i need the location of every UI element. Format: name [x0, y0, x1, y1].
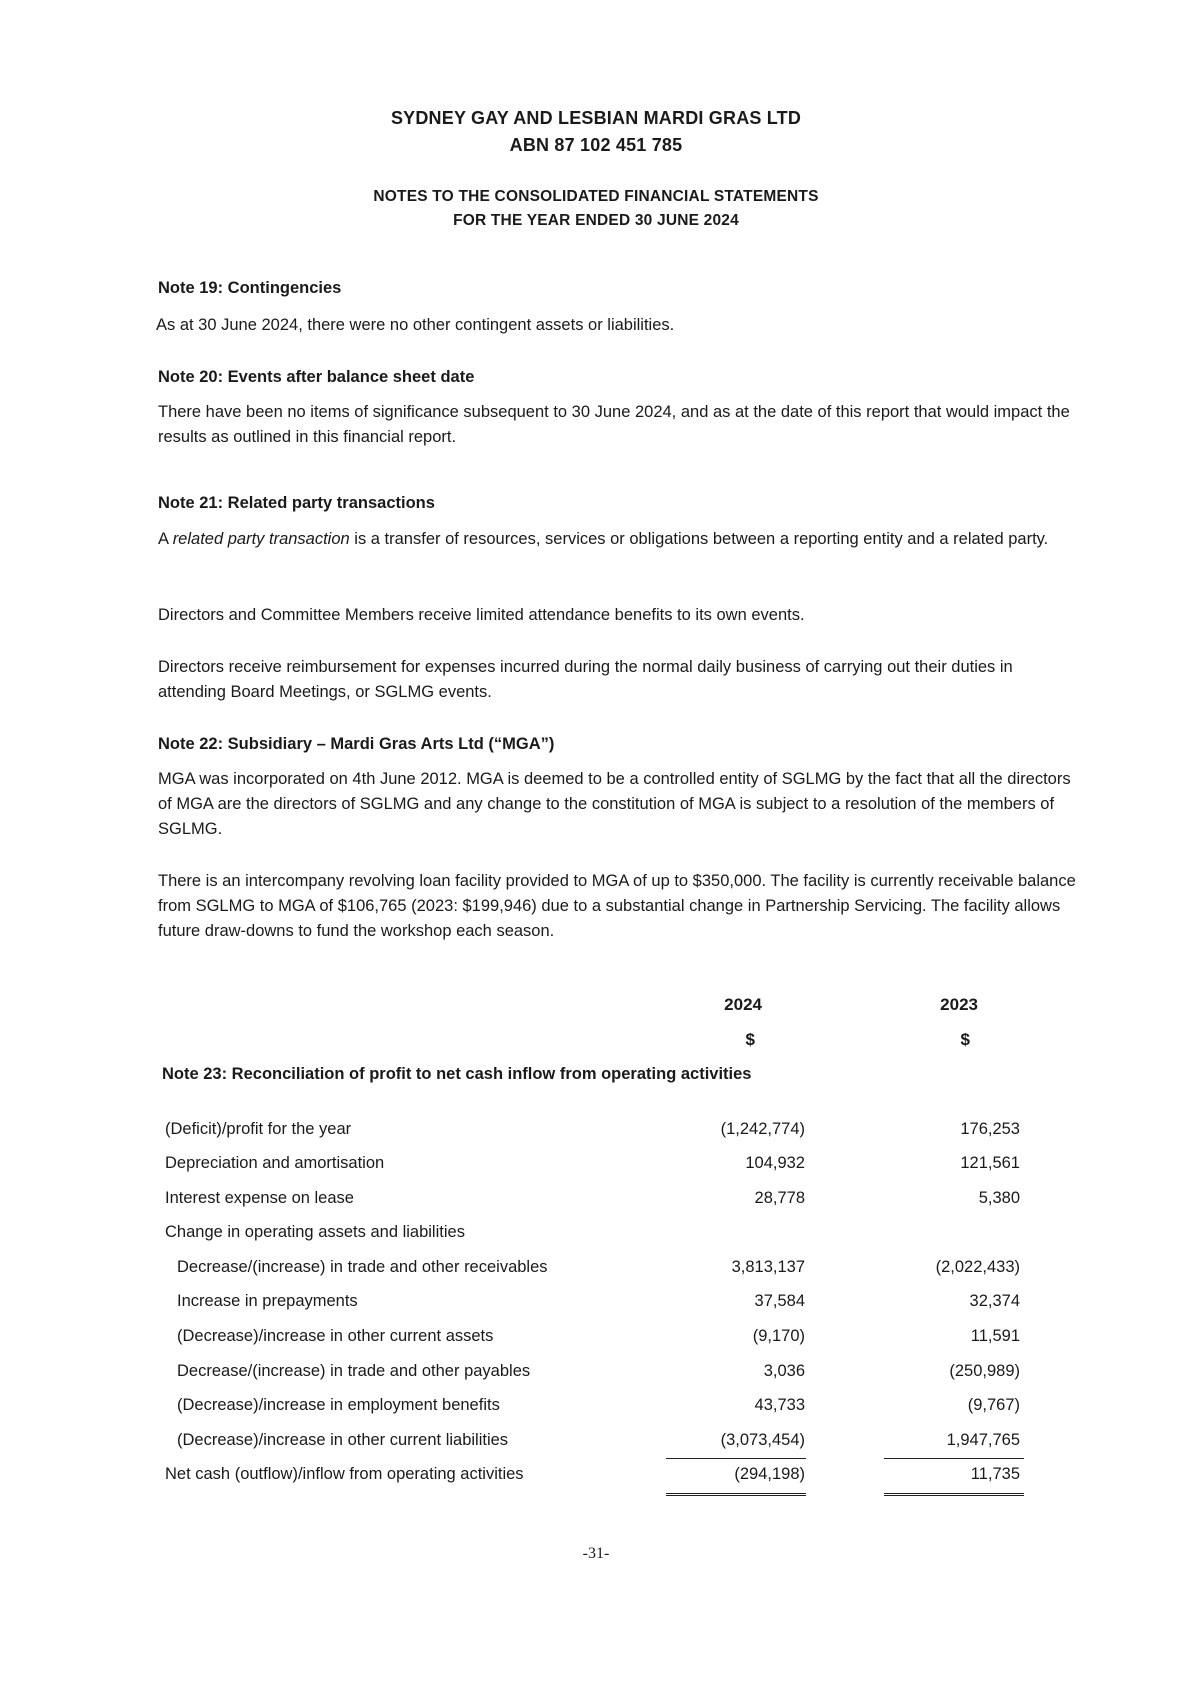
row-label: (Decrease)/increase in other current assets — [177, 1327, 494, 1345]
row-value-2024: 28,778 — [754, 1189, 805, 1207]
row-value-2024: (1,242,774) — [720, 1120, 805, 1138]
row-value-2023: 121,561 — [960, 1154, 1020, 1172]
note21-title: Note 21: Related party transactions — [158, 494, 435, 512]
note21-paragraph-2: Directors and Committee Members receive limited attendance benefits to its own events. — [158, 606, 805, 624]
abn-number: ABN 87 102 451 785 — [509, 135, 683, 155]
table-row — [0, 1223, 1192, 1253]
total-double-rule-2023 — [884, 1493, 1024, 1496]
row-label: Depreciation and amortisation — [165, 1154, 385, 1172]
row-value-2024: (3,073,454) — [720, 1431, 805, 1449]
table-row — [0, 1292, 1192, 1322]
table-row-total — [0, 1465, 1192, 1495]
table-row — [0, 1154, 1192, 1184]
row-value-2023: (2,022,433) — [935, 1258, 1020, 1276]
row-value-2024: 37,584 — [754, 1292, 805, 1310]
note19-title: Note 19: Contingencies — [158, 279, 342, 297]
note21-p1-prefix: A — [158, 530, 173, 548]
row-label: (Decrease)/increase in employment benefits — [177, 1396, 500, 1414]
row-label: (Deficit)/profit for the year — [165, 1120, 352, 1138]
row-value-2024: (294,198) — [734, 1465, 805, 1483]
note20-title: Note 20: Events after balance sheet date — [158, 368, 475, 386]
row-value-2023: 5,380 — [978, 1189, 1020, 1207]
row-value-2024: 104,932 — [745, 1154, 805, 1172]
note21-p1-suffix: is a transfer of resources, services or obligations between a reporting entity and a related party. — [349, 530, 1049, 548]
column-currency-2024: $ — [745, 1030, 755, 1049]
row-label: Interest expense on lease — [165, 1189, 354, 1207]
table-row — [0, 1120, 1192, 1150]
table-row — [0, 1258, 1192, 1288]
statement-title: NOTES TO THE CONSOLIDATED FINANCIAL STATEMENTS — [373, 188, 819, 205]
row-label: Decrease/(increase) in trade and other receivables — [177, 1258, 548, 1276]
column-currency-2023: $ — [960, 1030, 970, 1049]
column-year-2023: 2023 — [940, 995, 978, 1014]
row-value-2023: 32,374 — [969, 1292, 1020, 1310]
table-row — [0, 1362, 1192, 1392]
subtotal-rule-2023 — [884, 1458, 1024, 1459]
note22-title: Note 22: Subsidiary – Mardi Gras Arts Ltd (“MGA”) — [158, 735, 555, 753]
statement-period: FOR THE YEAR ENDED 30 JUNE 2024 — [453, 212, 739, 229]
row-value-2023: 11,591 — [970, 1327, 1020, 1345]
row-label: Decrease/(increase) in trade and other payables — [177, 1362, 531, 1380]
row-label: (Decrease)/increase in other current liabilities — [177, 1431, 509, 1449]
table-row — [0, 1189, 1192, 1219]
note21-paragraph-3: Directors receive reimbursement for expenses incurred during the normal daily business of carrying out their duties in attending Board Meetings, or SGLMG events. — [158, 658, 1013, 701]
row-value-2023: (250,989) — [949, 1362, 1020, 1380]
row-value-2023: 176,253 — [960, 1120, 1020, 1138]
row-value-2024: 3,036 — [763, 1362, 805, 1380]
row-label: Change in operating assets and liabilities — [165, 1223, 465, 1241]
row-value-2024: 3,813,137 — [731, 1258, 805, 1276]
organisation-name: SYDNEY GAY AND LESBIAN MARDI GRAS LTD — [390, 108, 802, 128]
row-label: Net cash (outflow)/inflow from operating activities — [165, 1465, 524, 1483]
note23-title: Note 23: Reconciliation of profit to net cash inflow from operating activities — [162, 1065, 752, 1083]
column-year-2024: 2024 — [724, 995, 762, 1014]
note19-body: As at 30 June 2024, there were no other contingent assets or liabilities. — [156, 316, 675, 334]
page-number: -31- — [582, 1545, 610, 1562]
row-value-2023: 1,947,765 — [946, 1431, 1020, 1449]
row-label: Increase in prepayments — [177, 1292, 358, 1310]
row-value-2024: (9,170) — [752, 1327, 805, 1345]
table-row — [0, 1431, 1192, 1461]
subtotal-rule-2024 — [666, 1458, 806, 1459]
note22-paragraph-1: MGA was incorporated on 4th June 2012. MGA is deemed to be a controlled entity of SGLMG by the fact that all the directors of MGA are the directors of SGLMG and any change to the constitution of MGA is subject to a resolution of the members of SGLMG. — [158, 770, 1071, 838]
note22-paragraph-2: There is an intercompany revolving loan facility provided to MGA of up to $350,000. The facility is currently receivable balance from SGLMG to MGA of $106,765 (2023: $199,946) due to a substantial change in Partnership Servicing. The facility allows future draw-downs to fund the workshop each season. — [158, 872, 1076, 940]
note21-paragraph-1 — [158, 527, 1078, 552]
row-value-2023: (9,767) — [967, 1396, 1020, 1414]
row-value-2024: 43,733 — [754, 1396, 805, 1414]
row-value-2023: 11,735 — [970, 1465, 1020, 1483]
note20-body: There have been no items of significance subsequent to 30 June 2024, and as at the date of this report that would impact the results as outlined in this financial report. — [158, 403, 1070, 446]
table-row — [0, 1396, 1192, 1426]
note21-p1-italic-term: related party transaction — [172, 530, 350, 548]
total-double-rule-2024 — [666, 1493, 806, 1496]
table-row — [0, 1327, 1192, 1357]
